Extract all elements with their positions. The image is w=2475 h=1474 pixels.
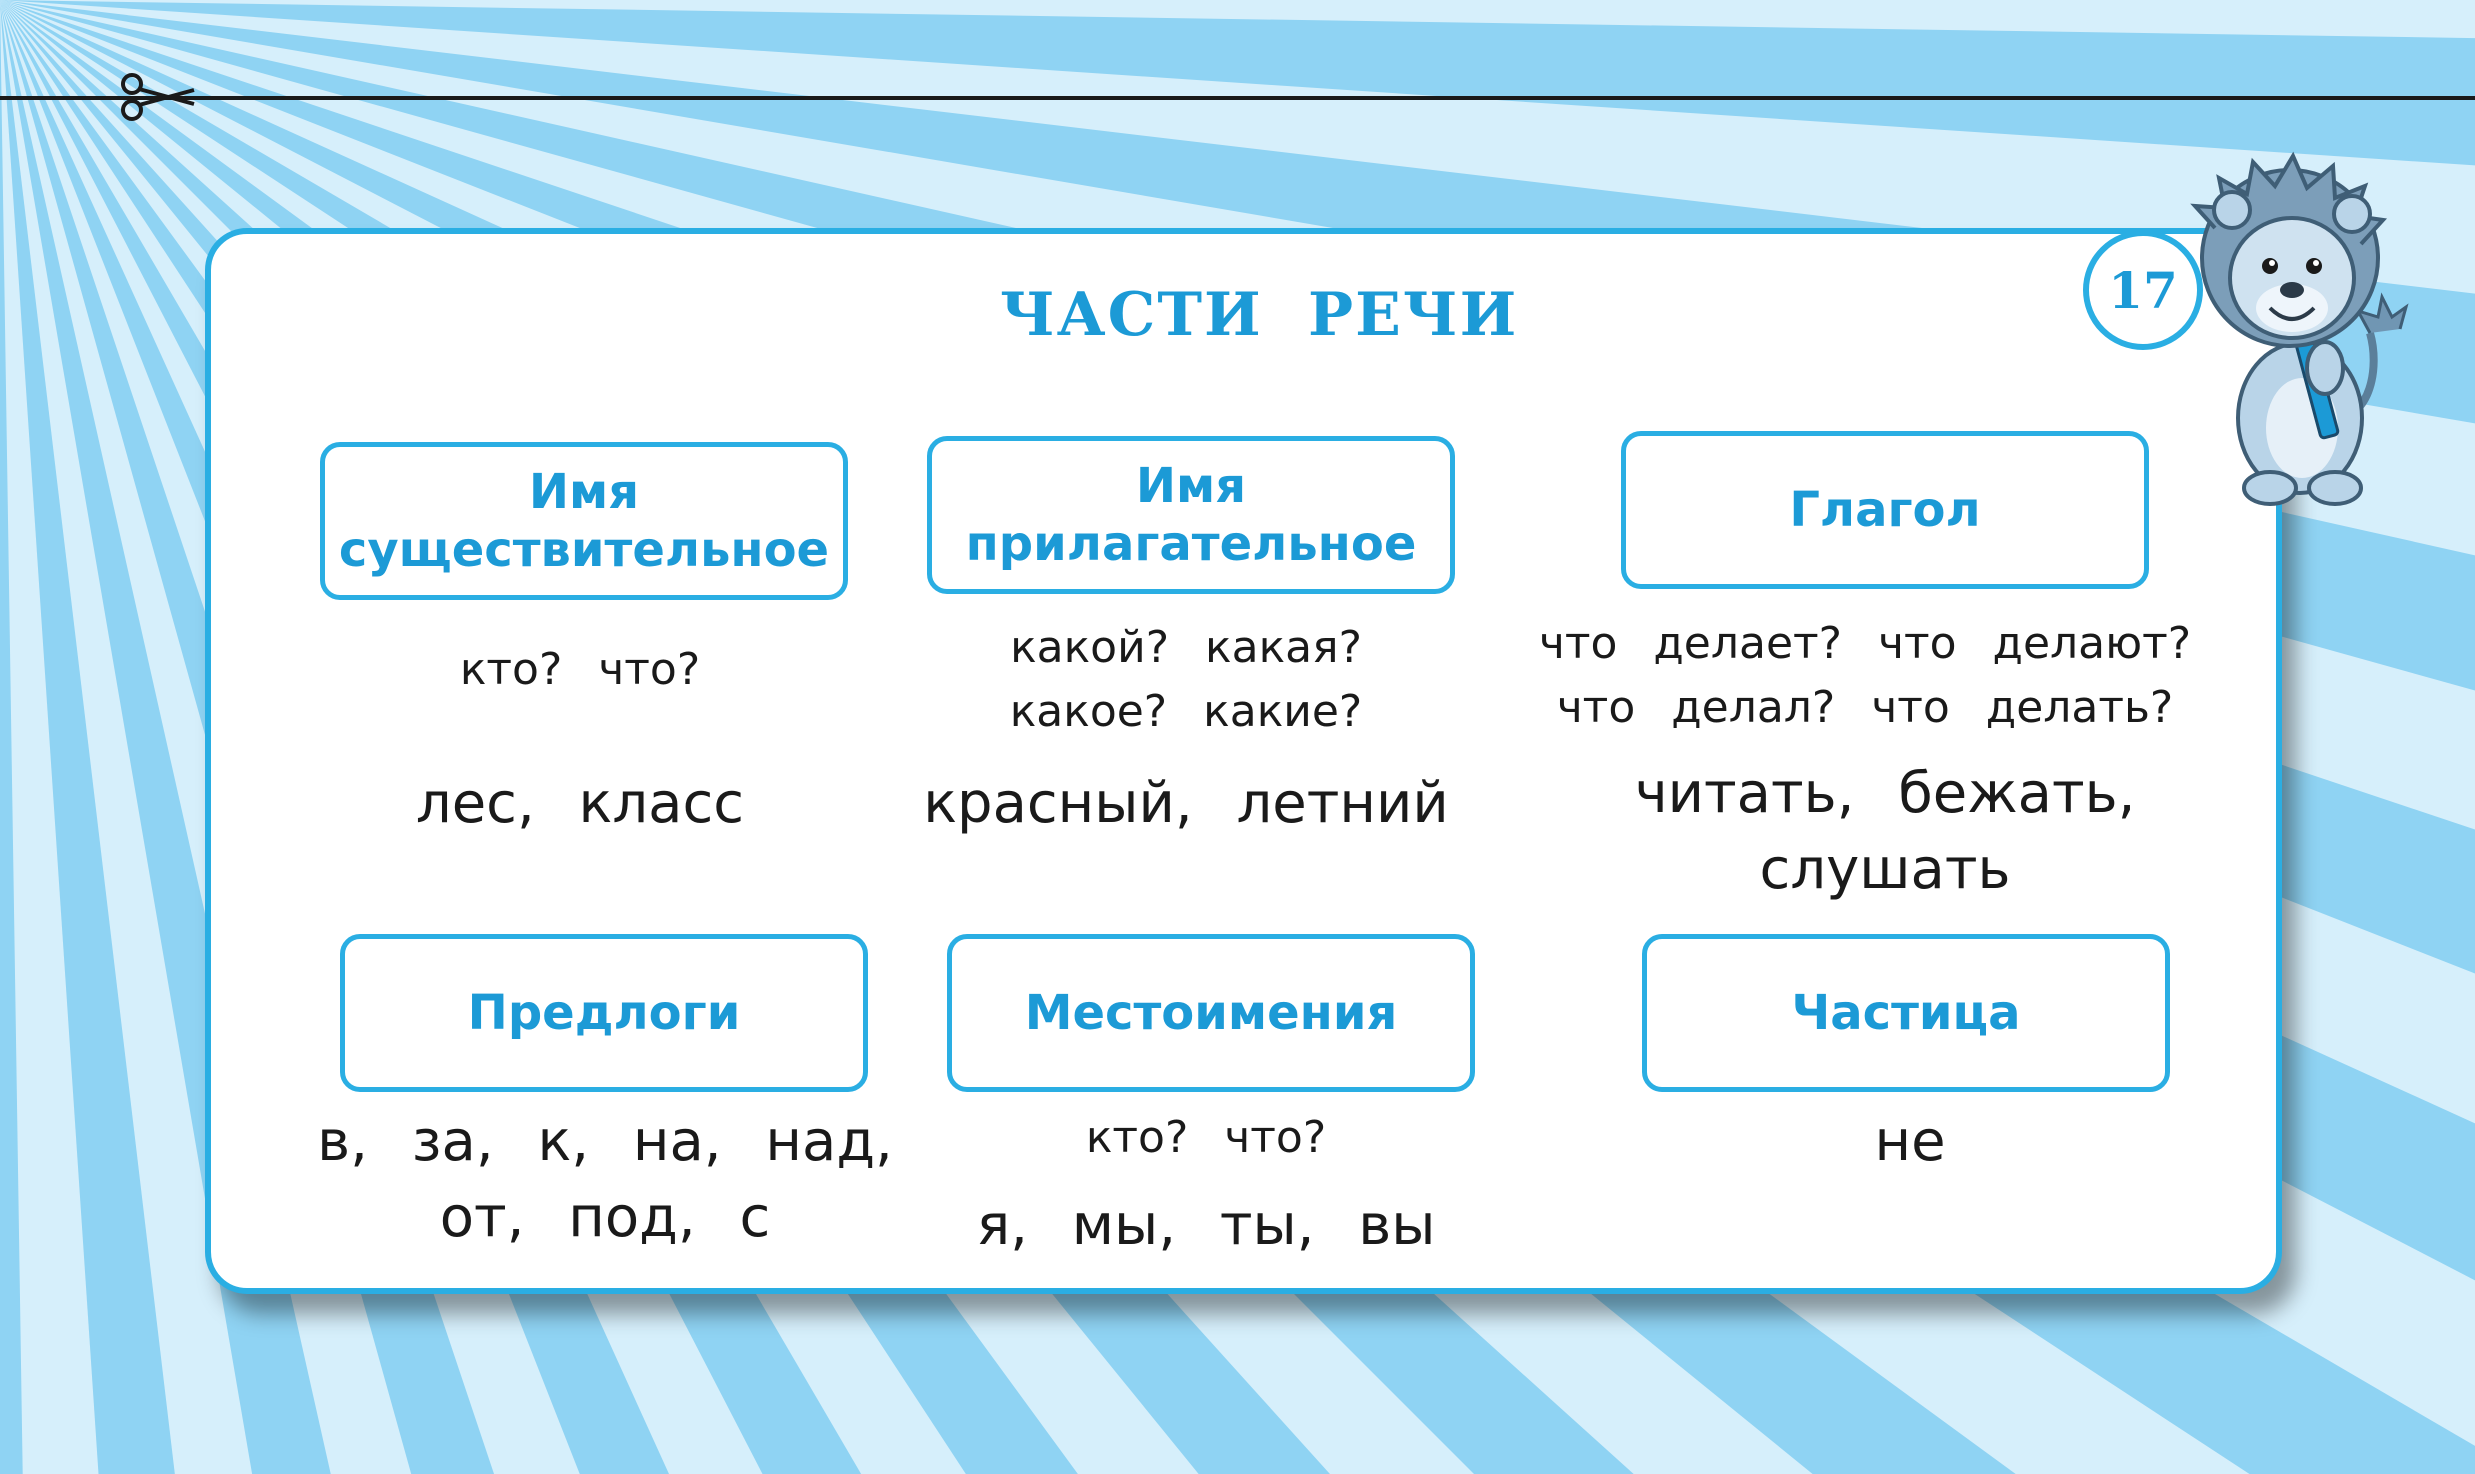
particle-label: Частица — [1791, 985, 2021, 1041]
adjective-label-line-2: прилагательное — [965, 516, 1417, 572]
label-box-particle — [1642, 934, 2170, 1092]
noun-label-line-1: Имя — [528, 464, 640, 520]
pronouns-questions — [926, 1106, 1486, 1170]
verb-example-line-1: читать, бежать, — [1634, 761, 2136, 826]
particle-example-line: не — [1874, 1109, 1946, 1174]
noun-question-line: кто? что? — [459, 644, 701, 695]
adjective-examples — [886, 766, 1486, 842]
label-box-verb — [1621, 431, 2149, 589]
adjective-question-line-2: какое? какие? — [1009, 686, 1363, 737]
adjective-questions — [906, 616, 1466, 744]
label-box-adjective — [927, 436, 1455, 594]
label-box-pronouns — [947, 934, 1475, 1092]
adjective-label-line-1: Имя — [1135, 458, 1247, 514]
noun-label-line-2: существительное — [338, 522, 830, 578]
title-word-2: РЕЧИ — [1308, 280, 1519, 350]
adjective-example-line: красный, летний — [923, 771, 1449, 836]
pronouns-examples — [906, 1188, 1506, 1264]
verb-label-line-1: Глагол — [1789, 482, 1981, 538]
verb-examples — [1585, 756, 2185, 908]
label-box-noun — [320, 442, 848, 600]
verb-question-line-2: что делал? что делать? — [1556, 682, 2174, 733]
prepositions-label: Предлоги — [467, 985, 741, 1041]
label-box-prepositions — [340, 934, 868, 1092]
noun-examples — [300, 766, 860, 842]
pronouns-question-line: кто? что? — [1085, 1112, 1327, 1163]
particle-examples — [1610, 1104, 2210, 1180]
noun-questions — [300, 638, 860, 702]
cut-line — [0, 96, 2475, 100]
pronouns-label: Местоимения — [1024, 985, 1398, 1041]
noun-example-line: лес, класс — [415, 771, 745, 836]
page-number-badge — [2083, 230, 2203, 350]
scissors-icon — [118, 70, 198, 124]
prepositions-example-line-2: от, под, с — [439, 1185, 771, 1250]
adjective-question-line-1: какой? какая? — [1010, 622, 1362, 673]
prepositions-example-line-1: в, за, к, на, над, — [317, 1109, 893, 1174]
verb-example-line-2: слушать — [1759, 837, 2011, 902]
title-word-1: ЧАСТИ — [1000, 280, 1263, 350]
page-number: 17 — [2108, 260, 2178, 320]
verb-questions — [1505, 612, 2225, 740]
verb-question-line-1: что делает? что делают? — [1538, 618, 2192, 669]
pronouns-example-line: я, мы, ты, вы — [976, 1193, 1436, 1258]
prepositions-examples — [300, 1104, 910, 1256]
